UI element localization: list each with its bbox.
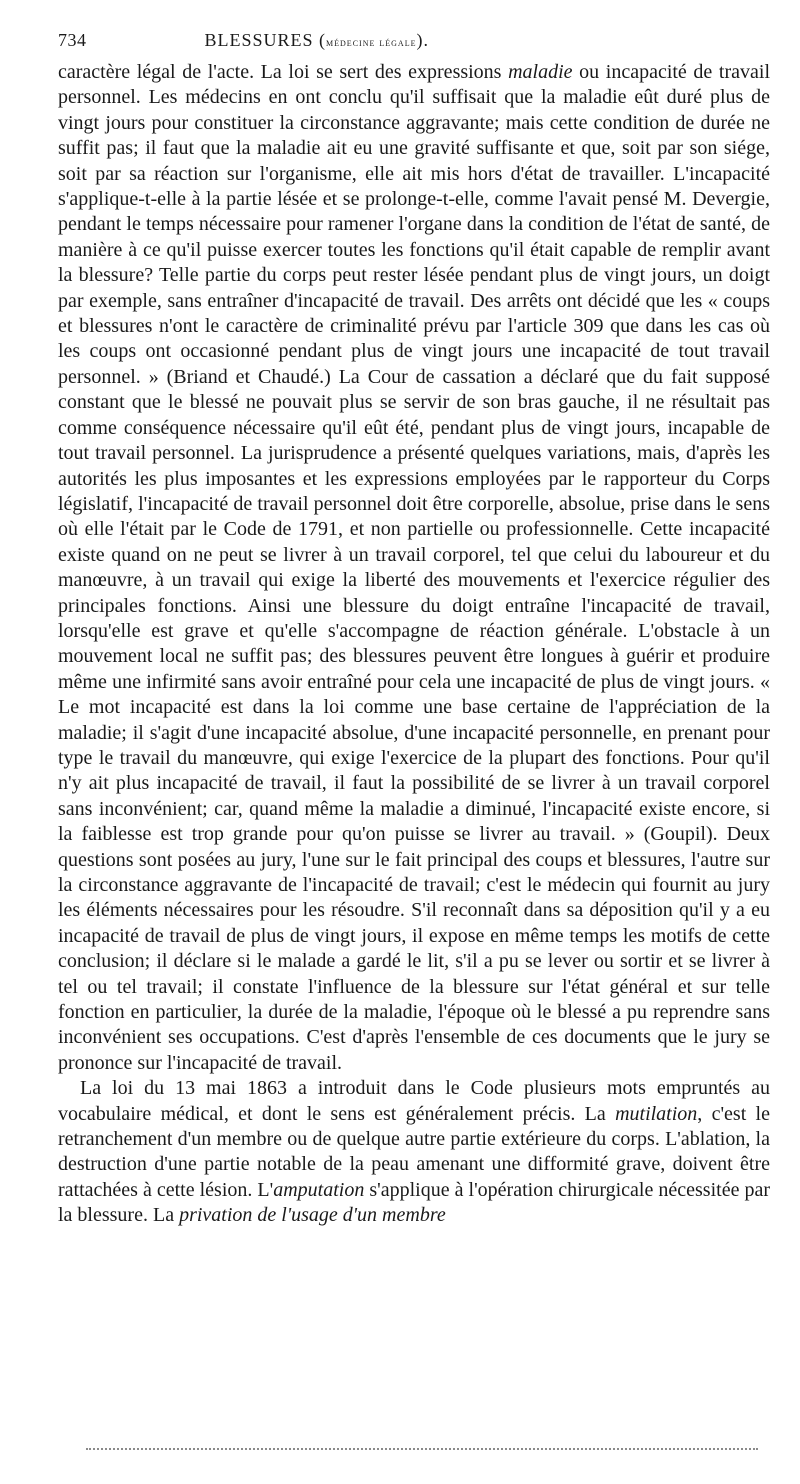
running-title-sub: médecine légale	[326, 35, 417, 49]
italic-term: privation de l'usage d'un membre	[179, 1204, 446, 1227]
running-head	[58, 30, 770, 54]
italic-term: amputation	[273, 1178, 365, 1201]
bottom-dotted-rule	[86, 1448, 758, 1450]
running-title-main: BLESSURES (	[204, 30, 327, 50]
text-run: s'applique à l'opération chirurgicale nécessitée par la blessure. La	[58, 1178, 770, 1227]
running-title-close: ).	[416, 30, 429, 50]
text-run: La loi du 13 mai 1863 a introduit dans le Code plusieurs mots empruntés au vocabulaire médical, et dont le sens est généralement précis. La	[58, 1077, 770, 1125]
text-run: ou incapacité de travail personnel. Les médecins en ont conclu qu'il suffisait que la maladie eût duré plus de vingt jours pour constituer la circonstance aggravante; mais cette condition de durée ne suffit pas; il faut que la maladie ait eu une gravité suffisante et que, soit par son siége, soit par sa réaction sur l'organisme, elle ait mis hors d'état de travailler. L'incapacité s'applique-t-elle à la partie lésée et se prolonge-t-elle, comme l'avait pensé M. Devergie, pendant le temps nécessaire pour ramener l'organe dans la condition de l'état de santé, de manière à ce qu'il puisse exercer toutes les fonctions qu'il était capable de remplir avant la blessure? Telle partie du corps peut rester lésée pendant plus de vingt jours, un doigt par exemple, sans entraîner d'incapacité de travail. Des arrêts ont décidé que les « coups et blessures n'ont le caractère de criminalité prévu par l'article 309 que dans les cas où les coups ont occasionné pendant plus de vingt jours une incapacité de tout travail personnel. » (Briand et Chaudé.) La Cour de cassation a déclaré que du fait supposé constant que le blessé ne pouvait plus se servir de son bras gauche, il ne résultait pas comme conséquence nécessaire qu'il eût été, pendant plus de vingt jours, incapable de tout travail personnel. La jurisprudence a présenté quelques variations, mais, d'après les autorités les plus imposantes et les expressions employées par le rapporteur du Corps législatif, l'incapacité de travail personnel doit être corporelle, absolue, prise dans le sens où elle l'était par le Code de 1791, et non partielle ou professionnelle. Cette incapacité existe quand on ne peut se livrer à un travail corporel, tel que celui du laboureur et du manœuvre, à un travail qui exige la liberté des mouvements et l'exercice régulier des principales fonctions. Ainsi une blessure du doigt entraîne l'incapacité de travail, lorsqu'elle est grave et qu'elle s'accompagne de réaction générale. L'obstacle à un mouvement local ne suffit pas; des blessures peuvent être longues à guérir et produire même une infirmité sans avoir entraîné pour cela une incapacité de plus de vingt jours. « Le mot incapacité est dans la loi comme une base certaine de l'appréciation de la maladie; il s'agit d'une incapacité absolue, d'une incapacité personnelle, en prenant pour type le travail du manœuvre, qui exige l'exercice de la plupart des fonctions. Pour qu'il n'y ait plus incapacité de travail, il faut la possibilité de se livrer à un travail corporel sans inconvénient; car, quand même la maladie a diminué, l'incapacité existe encore, si la faiblesse est trop grande pour qu'on puisse se livrer au travail. » (Goupil). Deux questions sont posées au jury, l'une sur le fait principal des coups et blessures, l'autre sur la circonstance aggravante de l'incapacité de travail; c'est le médecin qui fournit au jury les éléments nécessaires pour les résoudre. S'il reconnaît dans sa déposition qu'il y a eu incapacité de travail de plus de vingt jours, il expose en même temps les motifs de cette conclusion; il déclare si le malade a gardé le lit, s'il a pu se lever ou sortir et se livrer à tel ou tel travail; il constate l'influence de la blessure sur l'état général et sur telle fonction en particulier, la durée de la maladie, l'époque où le blessé a pu reprendre sans inconvénient ses occupations. C'est d'après l'ensemble de ces documents que le jury se prononce sur l'incapacité de travail.	[58, 61, 770, 1074]
page	[58, 30, 770, 1229]
page-number: 734	[58, 30, 87, 50]
paragraph-2	[58, 1076, 770, 1228]
italic-term: mutilation	[615, 1102, 698, 1125]
running-title	[205, 30, 429, 51]
text-run: caractère légal de l'acte. La loi se sert des expressions	[58, 61, 509, 83]
text-body	[58, 60, 770, 1229]
paragraph-1	[58, 60, 770, 1076]
text-run: , c'est le retranchement d'un membre ou de quelque autre partie extérieure du corps. L'ablation, la destruction d'une partie notable de la peau amenant une difformité grave, doivent être rattachées à cette lésion. L'	[58, 1102, 770, 1201]
italic-term: maladie	[508, 61, 573, 83]
